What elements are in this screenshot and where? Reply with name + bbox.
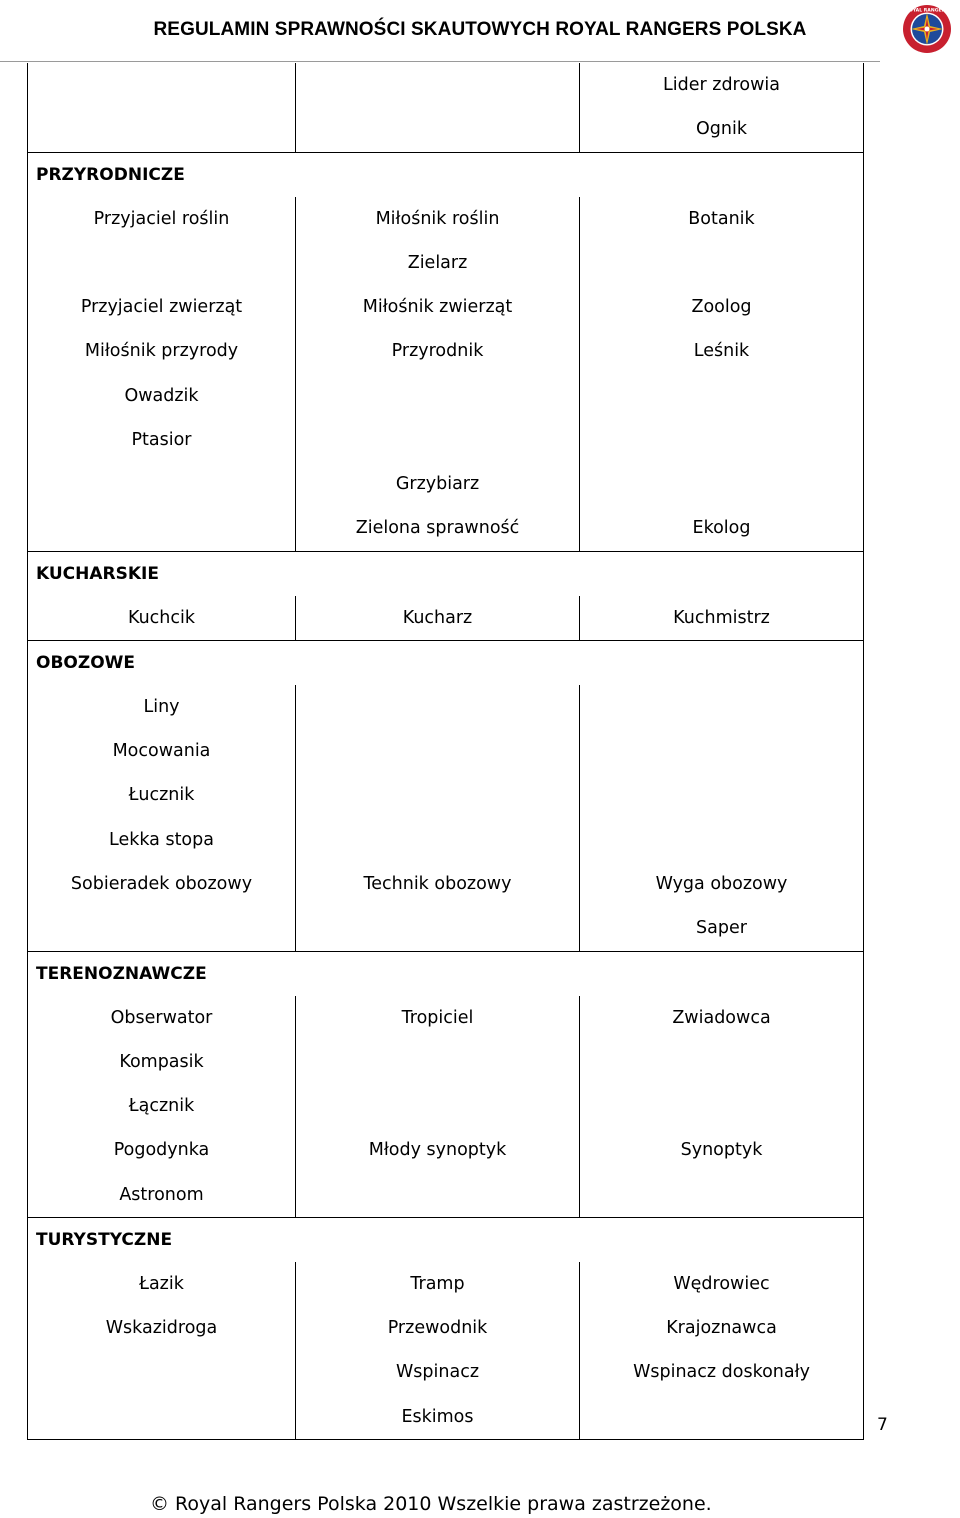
badge-name: Kuchmistrz xyxy=(673,607,770,628)
badge-name: Kompasik xyxy=(119,1051,204,1072)
badge-name: Botanik xyxy=(688,208,755,229)
logo-lettering: ROYAL RANGERS xyxy=(905,8,949,14)
badge-cell xyxy=(296,63,580,152)
badge-name xyxy=(296,818,579,862)
badge-name: Miłośnik roślin xyxy=(375,208,500,229)
badge-cell xyxy=(296,1262,580,1440)
badge-name xyxy=(296,374,579,418)
badge-name xyxy=(580,818,863,862)
badge-name: Przyrodnik xyxy=(391,341,484,362)
badge-name: Kuchcik xyxy=(127,607,196,628)
badge-name xyxy=(580,462,863,506)
badge-cell xyxy=(296,197,580,552)
badge-name: Miłośnik przyrody xyxy=(84,341,239,362)
badge-row xyxy=(28,197,864,552)
badge-row xyxy=(28,1262,864,1440)
badge-name xyxy=(580,729,863,773)
badge-name: Pogodynka xyxy=(113,1140,210,1161)
badge-cell xyxy=(28,596,296,641)
badge-name xyxy=(580,241,863,285)
badge-name xyxy=(28,1395,295,1439)
badge-name xyxy=(296,1173,579,1217)
badge-name xyxy=(296,418,579,462)
badge-name xyxy=(296,1084,579,1128)
badge-name xyxy=(296,685,579,729)
badge-name: Leśnik xyxy=(693,341,750,362)
badge-name: Zielona sprawność xyxy=(355,518,520,539)
badge-name xyxy=(580,1173,863,1217)
badge-cell xyxy=(296,596,580,641)
badge-name xyxy=(28,63,295,107)
badge-cell xyxy=(580,596,864,641)
category-row xyxy=(28,951,864,996)
badge-name xyxy=(28,462,295,506)
badge-cell xyxy=(580,685,864,951)
badge-name: Łucznik xyxy=(128,785,195,806)
page-number: 7 xyxy=(877,1415,888,1435)
badge-name xyxy=(28,107,295,151)
badge-name xyxy=(296,1040,579,1084)
badge-name: Tramp xyxy=(410,1273,465,1294)
badge-cell xyxy=(580,996,864,1218)
category-row xyxy=(28,551,864,596)
badge-name: Lider zdrowia xyxy=(663,75,780,95)
badge-name xyxy=(296,63,579,107)
badge-table xyxy=(27,63,864,1440)
badge-name xyxy=(580,1040,863,1084)
badge-name: Zielarz xyxy=(407,252,468,273)
badge-name: Wskazidroga xyxy=(105,1318,218,1339)
badge-name: Łącznik xyxy=(128,1096,195,1117)
badge-name: Grzybiarz xyxy=(395,474,480,495)
badge-name: Saper xyxy=(696,918,747,939)
badge-name xyxy=(296,729,579,773)
badge-name: Astronom xyxy=(119,1184,204,1205)
badge-name: Lekka stopa xyxy=(109,829,214,850)
badge-cell xyxy=(296,685,580,951)
badge-name: Zwiadowca xyxy=(672,1007,771,1028)
badge-name: Wyga obozowy xyxy=(655,873,788,894)
badge-name: Sobieradek obozowy xyxy=(70,873,253,894)
badge-name: Kucharz xyxy=(402,607,473,628)
badge-name: Przyjaciel roślin xyxy=(93,208,230,229)
badge-name xyxy=(580,1084,863,1128)
badge-name: Wspinacz doskonały xyxy=(633,1362,810,1383)
badge-name xyxy=(580,374,863,418)
badge-name: Synoptyk xyxy=(680,1140,763,1161)
badge-row xyxy=(28,996,864,1218)
badge-name xyxy=(296,107,579,151)
badge-name: Technik obozowy xyxy=(363,873,512,894)
badge-name: Eskimos xyxy=(401,1406,474,1427)
badge-cell xyxy=(28,63,296,152)
badge-name: Owadzik xyxy=(124,385,199,406)
category-row xyxy=(28,1217,864,1262)
badge-name: Tropiciel xyxy=(401,1007,474,1028)
category-label: PRZYRODNICZE xyxy=(36,164,185,185)
badge-name xyxy=(28,506,295,550)
badge-name: Wspinacz xyxy=(395,1362,479,1383)
copyright-footer: © Royal Rangers Polska 2010 Wszelkie prawa zastrzeżone. xyxy=(150,1493,712,1515)
badge-name xyxy=(580,685,863,729)
badge-row xyxy=(28,596,864,641)
badge-name: Obserwator xyxy=(110,1007,213,1028)
badge-cell xyxy=(296,996,580,1218)
category-row xyxy=(28,640,864,685)
badge-name: Ekolog xyxy=(692,518,751,539)
badge-row xyxy=(28,63,864,152)
badge-name xyxy=(296,773,579,817)
badge-cell xyxy=(28,197,296,552)
header-divider xyxy=(0,61,880,62)
category-label: KUCHARSKIE xyxy=(36,563,159,584)
badge-name: Zoolog xyxy=(691,297,752,318)
badge-name xyxy=(28,1350,295,1394)
badge-name xyxy=(296,906,579,950)
badge-name: Młody synoptyk xyxy=(368,1140,507,1161)
badge-cell xyxy=(580,63,864,152)
badge-name xyxy=(580,1395,863,1439)
badge-cell xyxy=(28,1262,296,1440)
category-label: TERENOZNAWCZE xyxy=(36,963,207,984)
badge-row xyxy=(28,685,864,951)
badge-name xyxy=(28,241,295,285)
badge-name: Przewodnik xyxy=(387,1318,488,1339)
royal-rangers-logo xyxy=(902,4,952,54)
badge-cell xyxy=(28,685,296,951)
page-header-title: REGULAMIN SPRAWNOŚCI SKAUTOWYCH ROYAL RANGERS POLSKA xyxy=(153,19,807,40)
badge-name xyxy=(28,906,295,950)
category-label: TURYSTYCZNE xyxy=(36,1229,173,1250)
badge-cell xyxy=(580,1262,864,1440)
badge-name: Mocowania xyxy=(112,741,211,762)
badge-name: Miłośnik zwierząt xyxy=(362,297,513,318)
badge-name xyxy=(580,773,863,817)
badge-name: Przyjaciel zwierząt xyxy=(80,297,243,318)
badge-name: Liny xyxy=(143,696,180,717)
category-row xyxy=(28,152,864,197)
badge-name: Łazik xyxy=(139,1273,184,1294)
badge-name: Krajoznawca xyxy=(666,1318,777,1339)
badge-name: Wędrowiec xyxy=(673,1273,770,1294)
category-label: OBOZOWE xyxy=(36,652,136,673)
badge-cell xyxy=(580,197,864,552)
badge-name: Ognik xyxy=(696,119,747,140)
badge-cell xyxy=(28,996,296,1218)
badge-name xyxy=(580,418,863,462)
badge-name: Ptasior xyxy=(131,429,192,450)
